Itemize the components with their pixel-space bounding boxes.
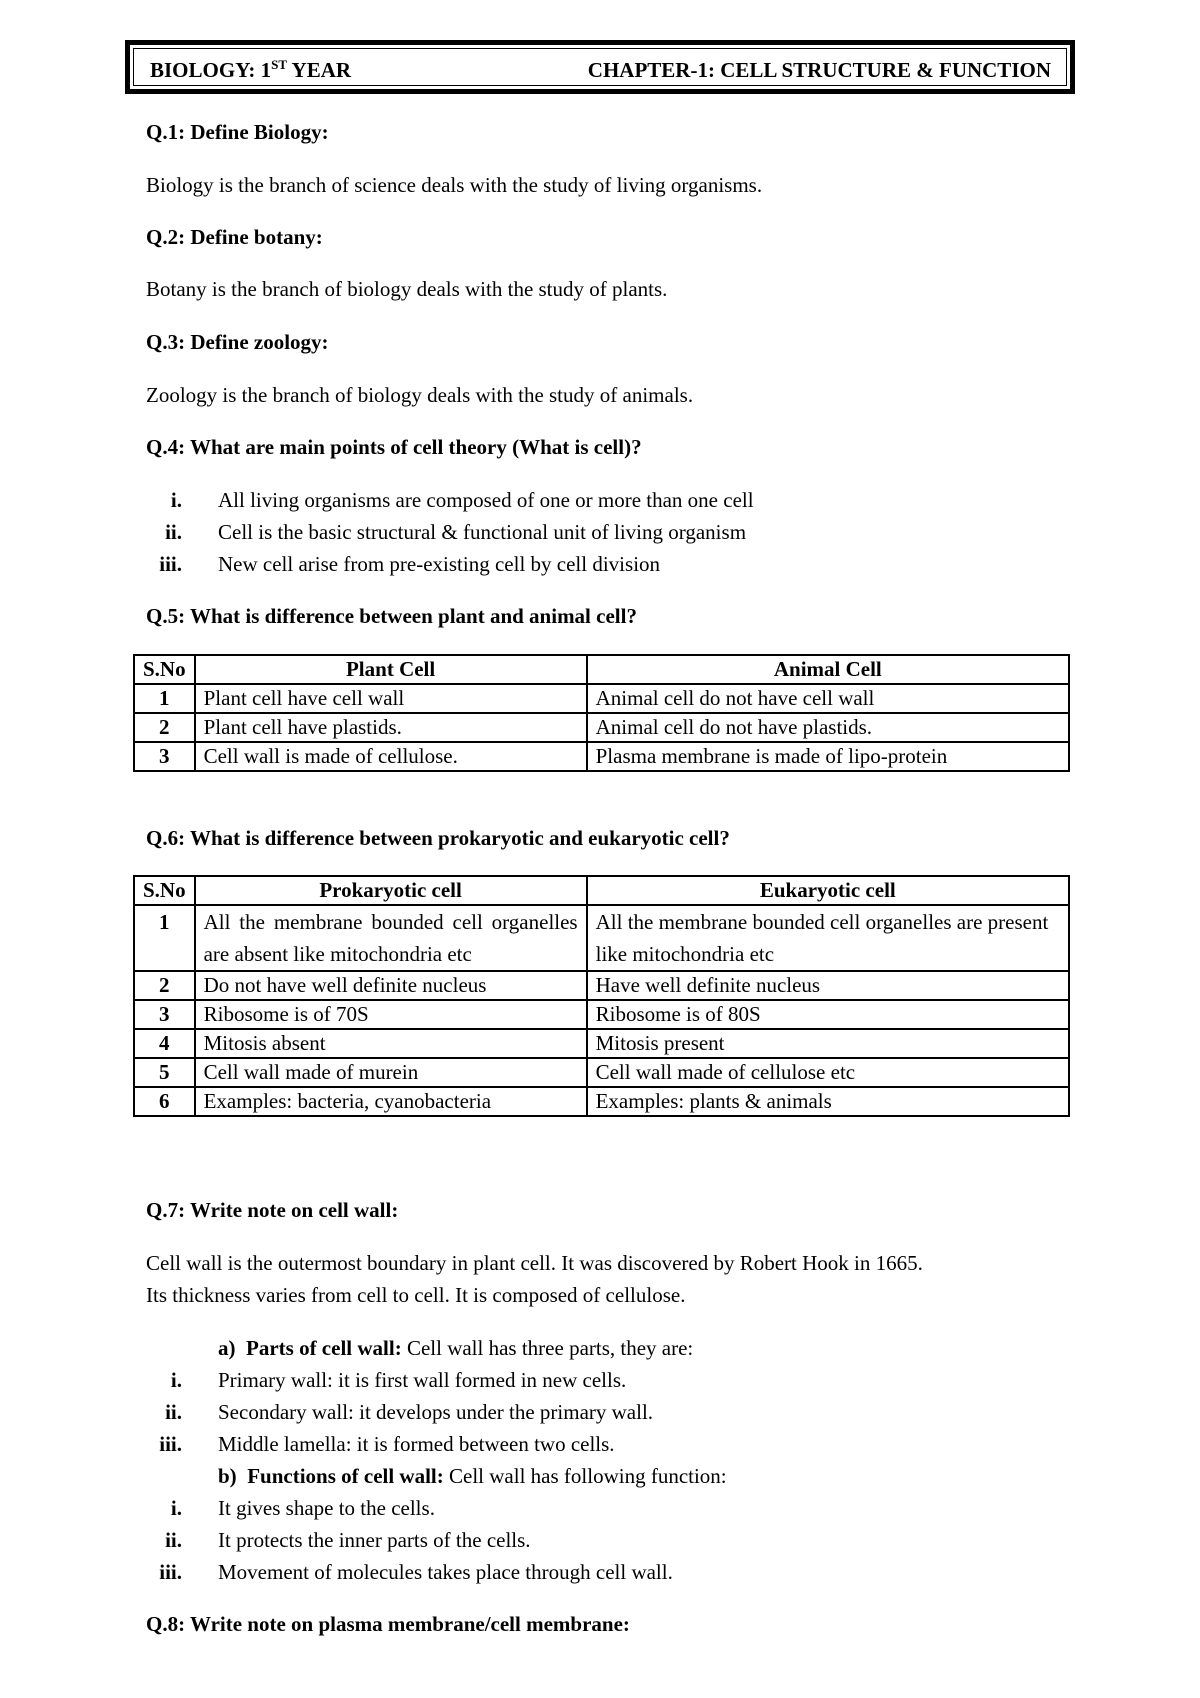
table-cell: Animal cell do not have cell wall xyxy=(587,684,1069,713)
table-cell: All the membrane bounded cell organelles are present like mitochondria etc xyxy=(587,905,1069,971)
q7-function-num: ii. xyxy=(165,1528,182,1552)
table-cell: Examples: bacteria, cyanobacteria xyxy=(195,1087,587,1116)
q7-title: Q.7: Write note on cell wall: xyxy=(146,1198,399,1222)
table-row xyxy=(134,1000,1069,1029)
q4-point-num: ii. xyxy=(165,520,182,544)
q6-title: Q.6: What is difference between prokaryotic and eukaryotic cell? xyxy=(146,826,730,850)
q7-part-num: i. xyxy=(170,1368,182,1392)
table-cell: Ribosome is of 80S xyxy=(587,1000,1069,1029)
table-cell: Plant cell have cell wall xyxy=(195,684,587,713)
table-row xyxy=(134,684,1069,713)
q3-answer: Zoology is the branch of biology deals with the study of animals. xyxy=(146,383,694,407)
q7-function-item: It protects the inner parts of the cells. xyxy=(218,1528,531,1552)
table-row xyxy=(134,905,1069,971)
table-cell: 5 xyxy=(134,1058,195,1087)
table-cell: 2 xyxy=(134,713,195,742)
q4-point-num: i. xyxy=(170,488,182,512)
table-cell: Have well definite nucleus xyxy=(587,971,1069,1000)
table-row xyxy=(134,1029,1069,1058)
table-cell: 4 xyxy=(134,1029,195,1058)
q4-point: All living organisms are composed of one or more than one cell xyxy=(218,488,754,512)
page-header xyxy=(125,40,1075,94)
q7-part-num: iii. xyxy=(159,1432,182,1456)
q1-answer: Biology is the branch of science deals with the study of living organisms. xyxy=(146,173,763,197)
q4-point: New cell arise from pre-existing cell by cell division xyxy=(218,552,661,576)
q5-title: Q.5: What is difference between plant and animal cell? xyxy=(146,604,637,628)
q2-title: Q.2: Define botany: xyxy=(146,225,323,249)
q7-part-item: Secondary wall: it develops under the primary wall. xyxy=(218,1400,654,1424)
column-header: Plant Cell xyxy=(195,655,587,684)
table-cell: Animal cell do not have plastids. xyxy=(587,713,1069,742)
table-row xyxy=(134,742,1069,771)
table-cell: 1 xyxy=(134,905,195,971)
q4-point-num: iii. xyxy=(159,552,182,576)
table-cell: Ribosome is of 70S xyxy=(195,1000,587,1029)
q4-title: Q.4: What are main points of cell theory (What is cell)? xyxy=(146,435,642,459)
table-header-row xyxy=(134,655,1069,684)
q2-answer: Botany is the branch of biology deals with the study of plants. xyxy=(146,277,668,301)
table-cell: Do not have well definite nucleus xyxy=(195,971,587,1000)
table-cell: 1 xyxy=(134,684,195,713)
q7-intro-line: Its thickness varies from cell to cell. It is composed of cellulose. xyxy=(146,1283,686,1307)
table-row xyxy=(134,713,1069,742)
q7-part-item: Middle lamella: it is formed between two cells. xyxy=(218,1432,615,1456)
q7-function-num: i. xyxy=(170,1496,182,1520)
table-cell: 2 xyxy=(134,971,195,1000)
column-header: Animal Cell xyxy=(587,655,1069,684)
q8-title: Q.8: Write note on plasma membrane/cell membrane: xyxy=(146,1612,630,1636)
table-row xyxy=(134,1087,1069,1116)
q7-function-num: iii. xyxy=(159,1560,182,1584)
q7-function-item: Movement of molecules takes place through cell wall. xyxy=(218,1560,673,1584)
q7-intro-line: Cell wall is the outermost boundary in plant cell. It was discovered by Robert Hook in 1665. xyxy=(146,1251,923,1275)
prokaryotic-eukaryotic-table xyxy=(133,875,1070,1117)
q7-part-item: Primary wall: it is first wall formed in new cells. xyxy=(218,1368,627,1392)
table-cell: Mitosis present xyxy=(587,1029,1069,1058)
table-cell: Examples: plants & animals xyxy=(587,1087,1069,1116)
q1-title: Q.1: Define Biology: xyxy=(146,120,329,144)
table-cell: Plant cell have plastids. xyxy=(195,713,587,742)
plant-animal-table xyxy=(133,654,1070,772)
table-cell: All the membrane bounded cell organelles are absent like mitochondria etc xyxy=(195,905,587,971)
table-row xyxy=(134,1058,1069,1087)
table-cell: Plasma membrane is made of lipo-protein xyxy=(587,742,1069,771)
q7-function-item: It gives shape to the cells. xyxy=(218,1496,435,1520)
column-header: Eukaryotic cell xyxy=(587,876,1069,905)
q7-parts-heading: a) Parts of cell wall: Cell wall has three parts, they are: xyxy=(218,1336,694,1360)
q3-title: Q.3: Define zoology: xyxy=(146,330,329,354)
header-chapter: CHAPTER-1: CELL STRUCTURE & FUNCTION xyxy=(587,58,1051,82)
table-cell: 3 xyxy=(134,1000,195,1029)
table-cell: Cell wall made of cellulose etc xyxy=(587,1058,1069,1087)
table-cell: 6 xyxy=(134,1087,195,1116)
table-header-row xyxy=(134,876,1069,905)
q7-part-num: ii. xyxy=(165,1400,182,1424)
table-cell: Cell wall made of murein xyxy=(195,1058,587,1087)
header-subject: BIOLOGY: 1ST YEAR xyxy=(150,57,352,82)
table-cell: Mitosis absent xyxy=(195,1029,587,1058)
q4-point: Cell is the basic structural & functional unit of living organism xyxy=(218,520,747,544)
q7-functions-heading: b) Functions of cell wall: Cell wall has following function: xyxy=(218,1464,727,1488)
table-row xyxy=(134,971,1069,1000)
table-cell: Cell wall is made of cellulose. xyxy=(195,742,587,771)
table-cell: 3 xyxy=(134,742,195,771)
column-header: S.No xyxy=(134,876,195,905)
column-header: S.No xyxy=(134,655,195,684)
column-header: Prokaryotic cell xyxy=(195,876,587,905)
